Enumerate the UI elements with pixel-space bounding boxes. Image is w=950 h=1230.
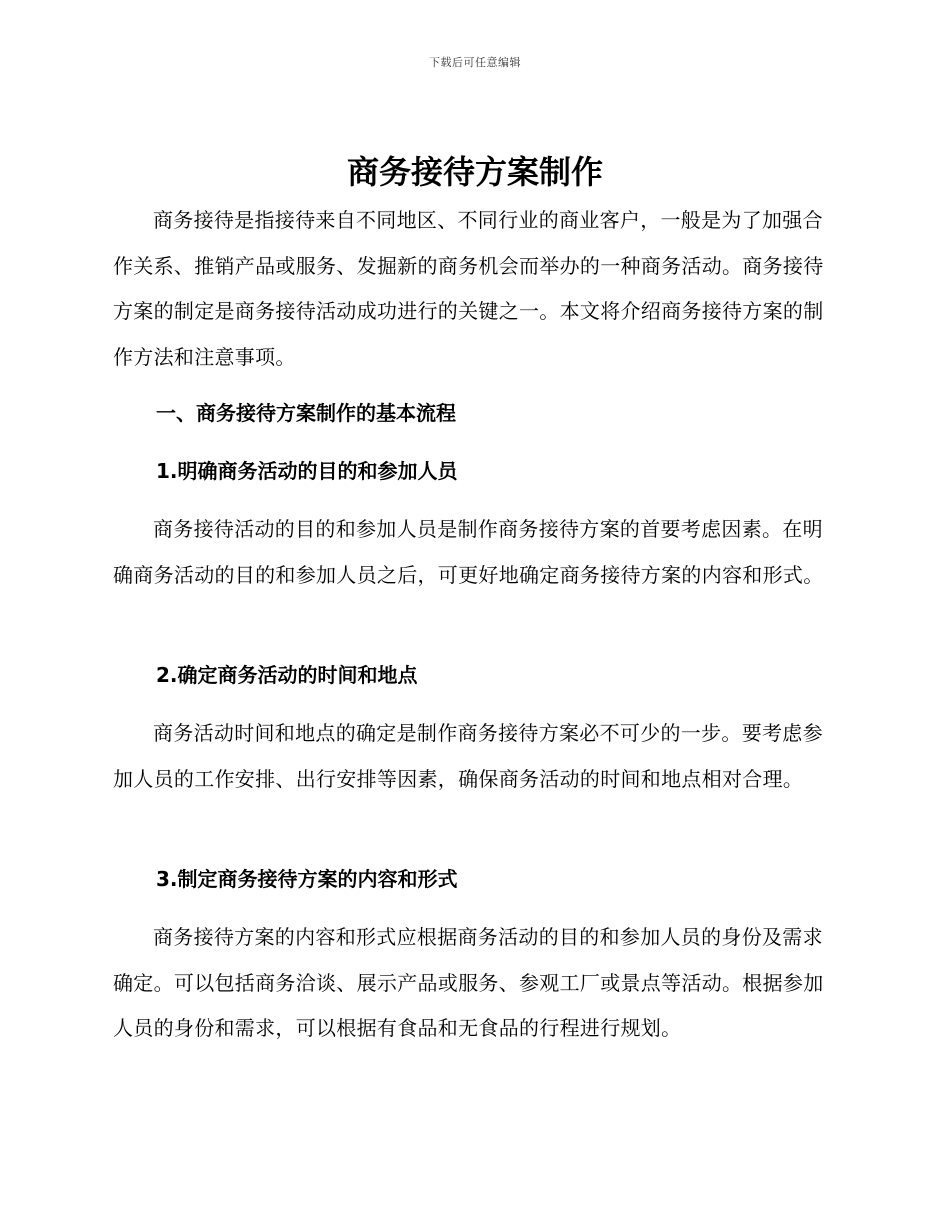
header-note: 下载后可任意编辑	[429, 56, 521, 69]
step-heading-2: 2.确定商务活动的时间和地点	[156, 663, 418, 687]
step-heading-3: 3.制定商务接待方案的内容和形式	[156, 867, 458, 891]
step-paragraph-1: 商务接待活动的目的和参加人员是制作商务接待方案的首要考虑因素。在明确商务活动的目的和参加人员之后，可更好地确定商务接待方案的内容和形式。	[113, 517, 824, 587]
intro-paragraph: 商务接待是指接待来自不同地区、不同行业的商业客户，一般是为了加强合作关系、推销产品或服务、发掘新的商务机会而举办的一种商务活动。商务接待方案的制定是商务接待活动成功进行的关键之一。本文将介绍商务接待方案的制作方法和注意事项。	[113, 208, 824, 369]
step-heading-1: 1.明确商务活动的目的和参加人员	[156, 459, 458, 483]
step-paragraph-2: 商务活动时间和地点的确定是制作商务接待方案必不可少的一步。要考虑参加人员的工作安排、出行安排等因素，确保商务活动的时间和地点相对合理。	[113, 721, 823, 791]
step-paragraph-3: 商务接待方案的内容和形式应根据商务活动的目的和参加人员的身份及需求确定。可以包括商务洽谈、展示产品或服务、参观工厂或景点等活动。根据参加人员的身份和需求，可以根据有食品和无食品的行程进行规划。	[113, 925, 824, 1040]
section-heading: 一、商务接待方案制作的基本流程	[156, 401, 456, 425]
document-title: 商务接待方案制作	[346, 153, 603, 191]
